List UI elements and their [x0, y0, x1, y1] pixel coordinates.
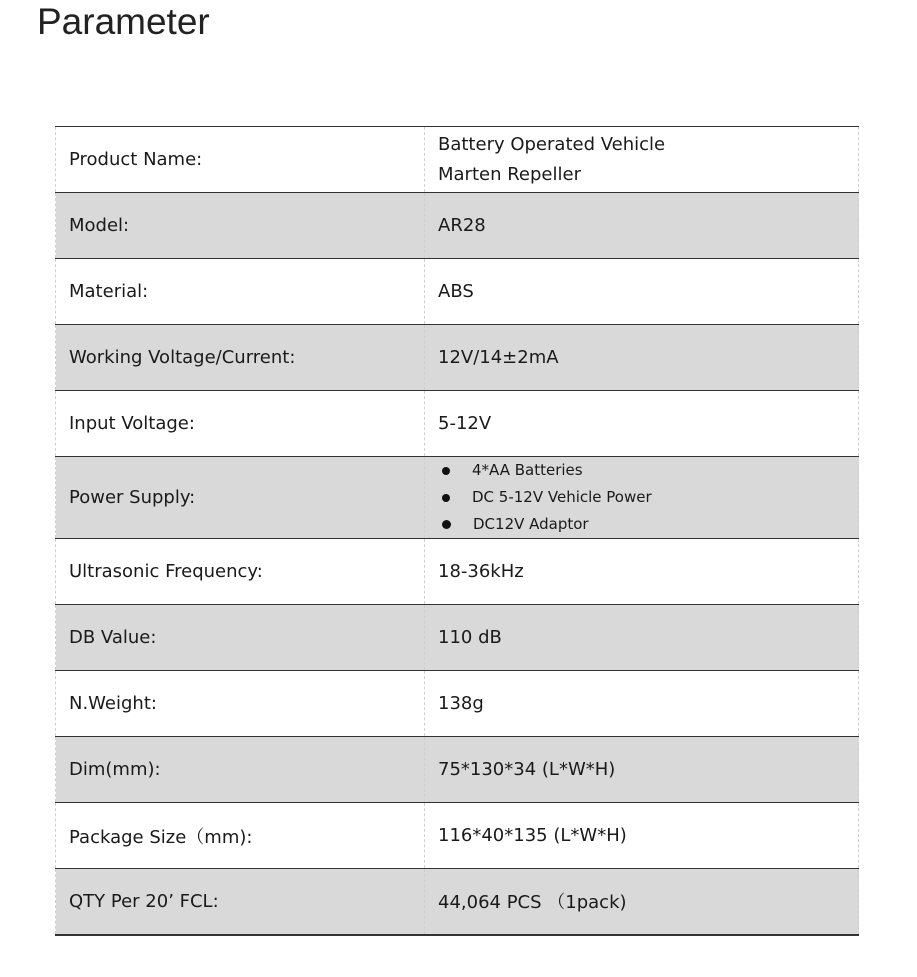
bullet-icon [442, 520, 451, 529]
label-db-value: DB Value: [56, 605, 425, 671]
label-net-weight: N.Weight: [56, 671, 425, 737]
bullet-icon [442, 467, 450, 475]
label-package-size: Package Size（mm): [56, 803, 425, 869]
table-row-package-size [56, 803, 859, 869]
list-item [438, 457, 858, 484]
value-model: AR28 [425, 193, 859, 259]
table-row-input-voltage [56, 391, 859, 457]
label-material: Material: [56, 259, 425, 325]
label-input-voltage: Input Voltage: [56, 391, 425, 457]
power-supply-list [438, 457, 858, 538]
table-row-working-voltage [56, 325, 859, 391]
value-product-name-line-1: Battery Operated Vehicle [438, 133, 666, 155]
power-supply-option: DC 5-12V Vehicle Power [472, 488, 652, 506]
label-dimensions: Dim(mm): [56, 737, 425, 803]
power-supply-option: 4*AA Batteries [472, 461, 583, 479]
value-power-supply [425, 457, 859, 539]
value-net-weight: 138g [425, 671, 859, 737]
bullet-icon [442, 494, 450, 502]
value-qty-per-fcl: 44,064 PCS （1pack) [425, 869, 859, 935]
table-row-product-name [56, 127, 859, 193]
label-qty-per-fcl: QTY Per 20’ FCL: [56, 869, 425, 935]
value-ultrasonic-frequency: 18-36kHz [425, 539, 859, 605]
label-product-name: Product Name: [56, 127, 425, 193]
label-ultrasonic-frequency: Ultrasonic Frequency: [56, 539, 425, 605]
table-row-net-weight [56, 671, 859, 737]
value-input-voltage: 5-12V [425, 391, 859, 457]
label-power-supply: Power Supply: [56, 457, 425, 539]
value-product-name-line-2: Marten Repeller [438, 163, 581, 185]
value-product-name [425, 127, 859, 193]
value-db-value: 110 dB [425, 605, 859, 671]
list-item [438, 484, 858, 511]
table-row-power-supply [56, 457, 859, 539]
table-row-material [56, 259, 859, 325]
table-row-qty-per-fcl [56, 869, 859, 935]
parameter-table [55, 126, 859, 936]
value-working-voltage: 12V/14±2mA [425, 325, 859, 391]
label-working-voltage: Working Voltage/Current: [56, 325, 425, 391]
list-item [438, 511, 858, 538]
label-model: Model: [56, 193, 425, 259]
power-supply-option: DC12V Adaptor [473, 515, 589, 533]
value-package-size: 116*40*135 (L*W*H) [425, 803, 859, 869]
page-title: Parameter [37, 1, 210, 42]
table-row-dimensions [56, 737, 859, 803]
value-material: ABS [425, 259, 859, 325]
value-dimensions: 75*130*34 (L*W*H) [425, 737, 859, 803]
table-row-db-value [56, 605, 859, 671]
table-row-model [56, 193, 859, 259]
table-row-ultrasonic-frequency [56, 539, 859, 605]
